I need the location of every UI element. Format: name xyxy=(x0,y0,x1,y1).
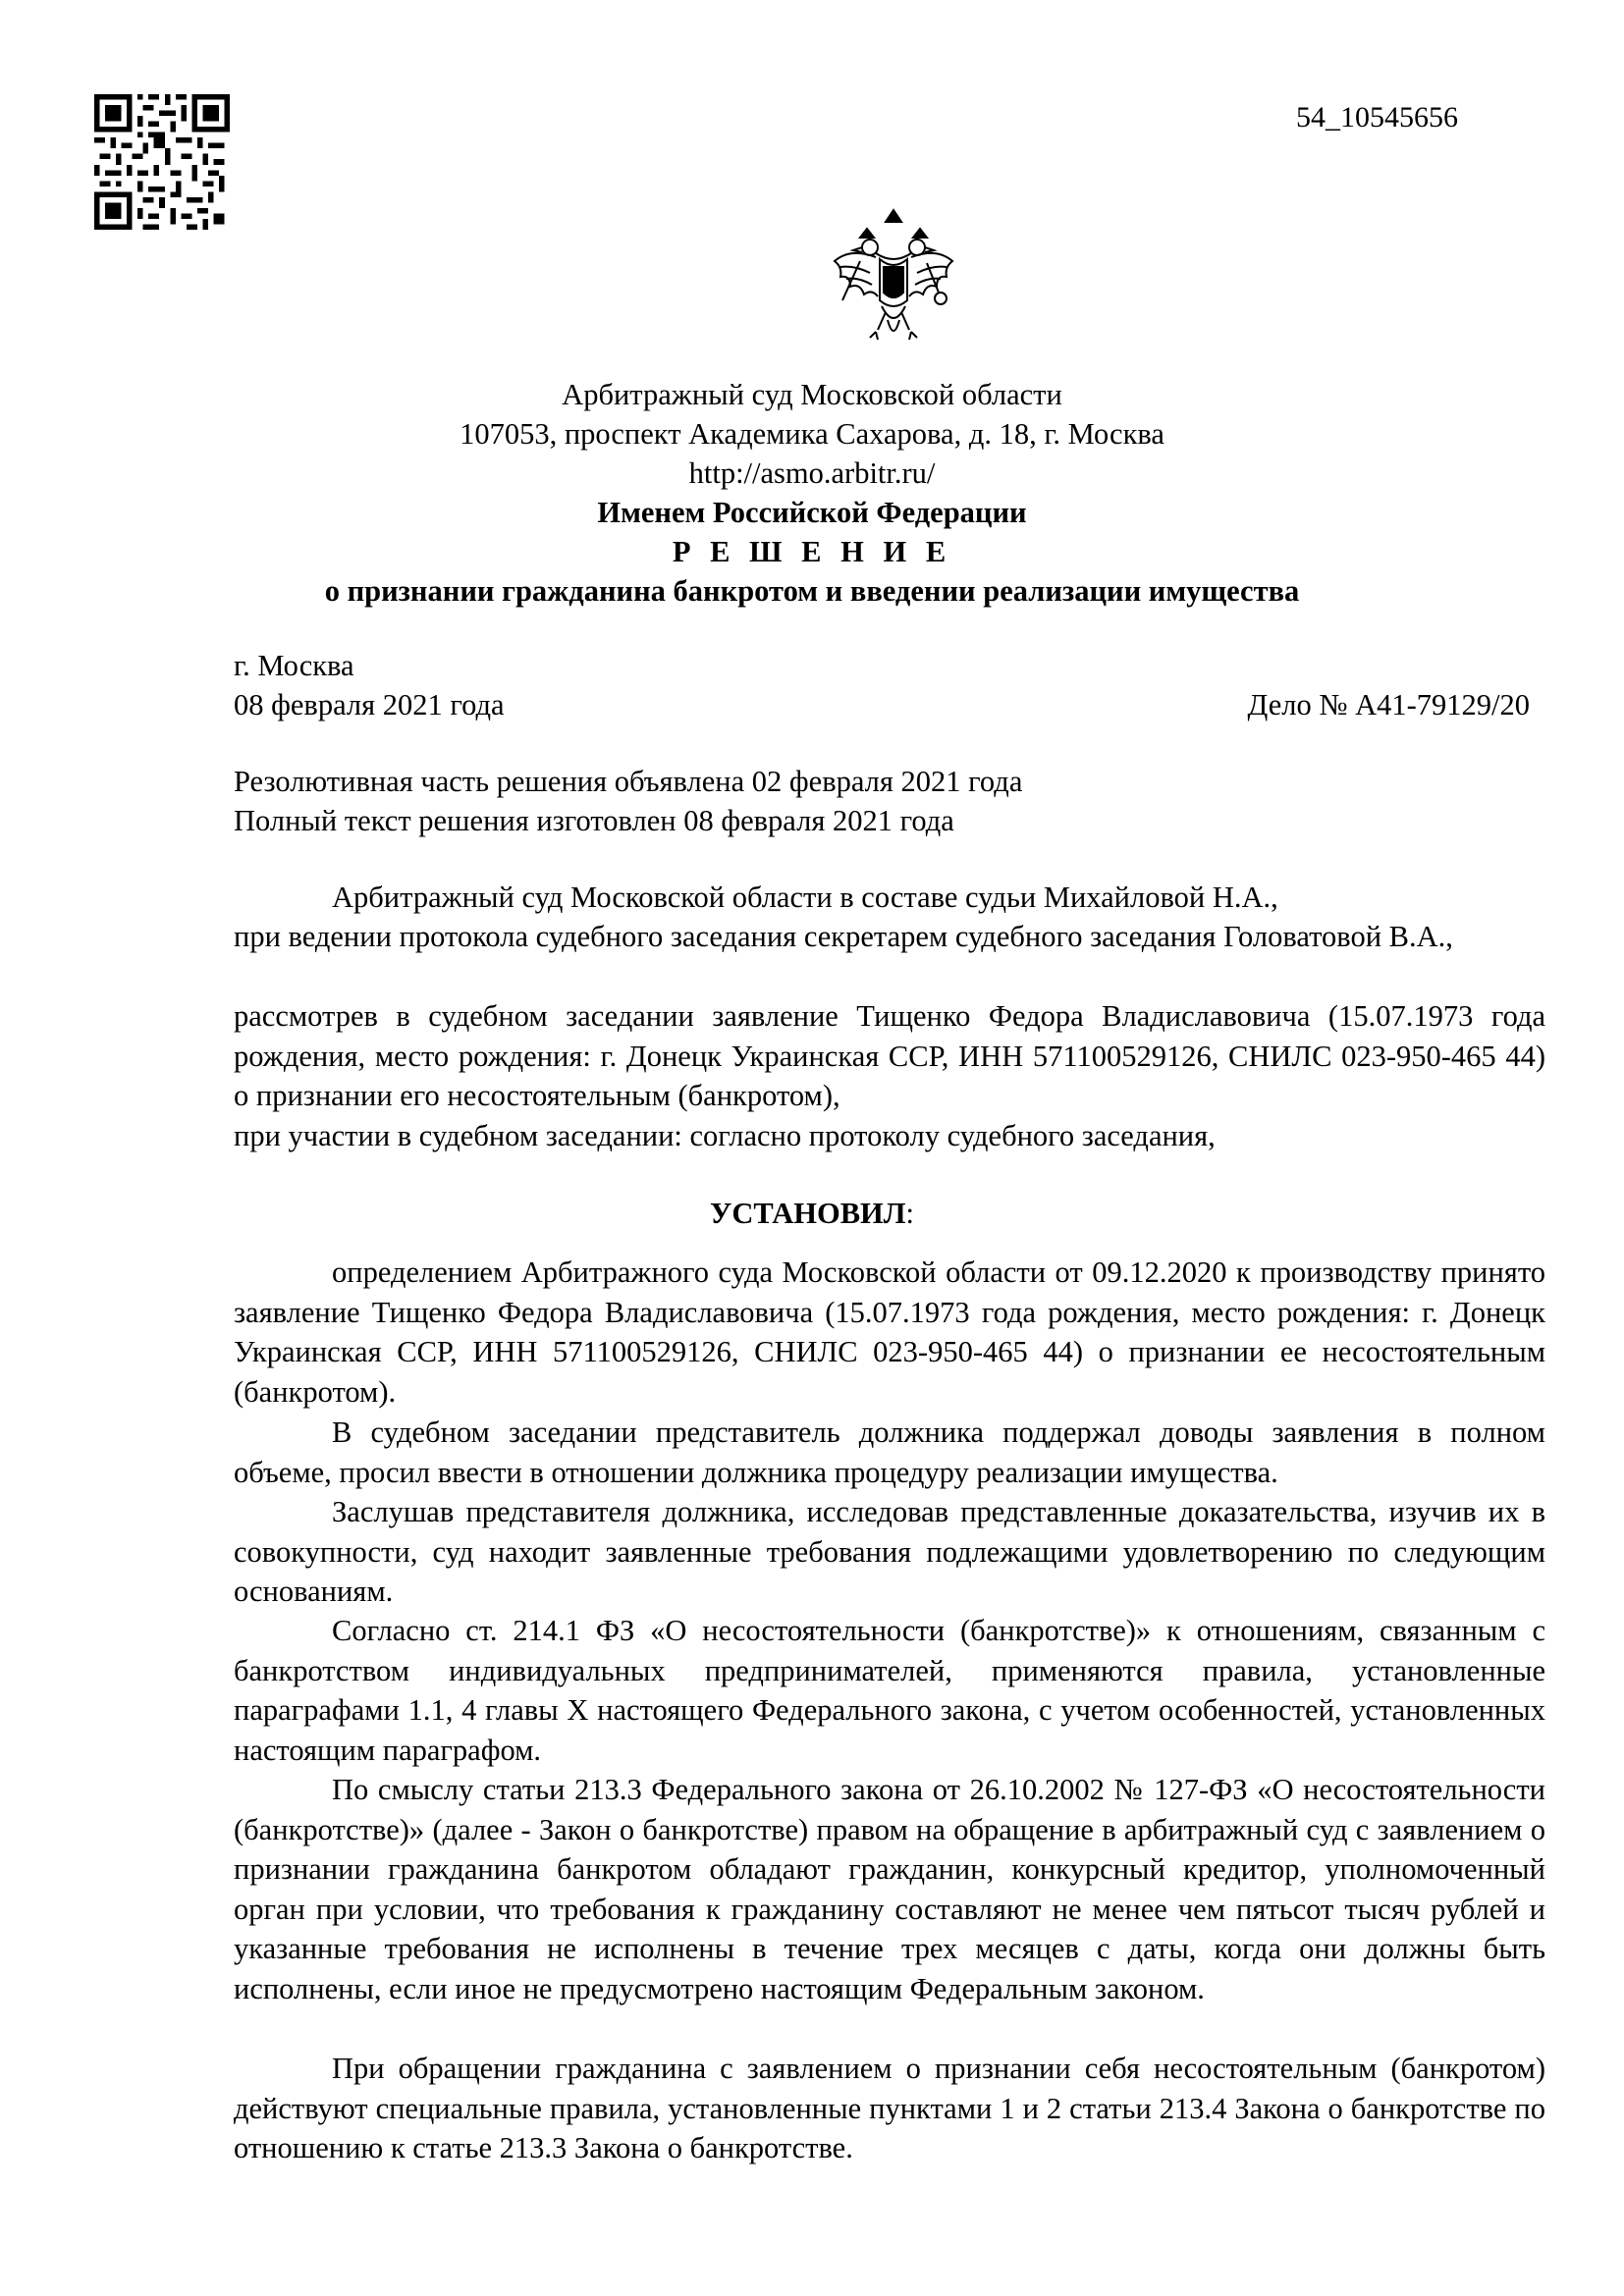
full-text-date: Полный текст решения изготовлен 08 февраля 2021 года xyxy=(234,804,954,837)
decision-title: Р Е Ш Е Н И Е xyxy=(672,535,952,568)
decision-date: 08 февраля 2021 года xyxy=(234,688,505,721)
coat-of-arms-emblem xyxy=(821,202,966,357)
court-address: 107053, проспект Академика Сахарова, д. 18, г. Москва xyxy=(460,417,1164,451)
qr-code xyxy=(94,94,230,230)
intro-line-1: Арбитражный суд Московской области в составе судьи Михайловой Н.А., xyxy=(332,881,1278,914)
body-paragraph-3: Заслушав представителя должника, исследовав представленные доказательства, изучив их в совокупности, суд находит заявленные требования подлежащими удовлетворению по следующим основаниям. xyxy=(234,1495,1545,1608)
city: г. Москва xyxy=(234,649,354,682)
body-paragraph-1: определением Арбитражного суда Московской области от 09.12.2020 к производству принято заявление Тищенко Федора Владиславовича (15.07.1973 года рождения, место рождения: г. Донецк Украинская ССР, ИНН 571100529126, СНИЛС 023-950-465 44) о признании ее несостоятельным (банкротом). xyxy=(234,1255,1545,1409)
in-name-heading: Именем Российской Федерации xyxy=(597,496,1027,529)
case-number: Дело № А41-79129/20 xyxy=(1247,688,1530,721)
body-paragraph-5: По смыслу статьи 213.3 Федерального закона от 26.10.2002 № 127-ФЗ «О несостоятельности (банкротстве)» (далее - Закон о банкротстве) правом на обращение в арбитражный суд с заявлением о признании гражданина банкротом обладают гражданин, конкурсный кредитор, уполномоченный орган при условии, что требования к гражданину составляют не менее чем пятьсот тысяч рублей и указанные требования не исполнены в течение трех месяцев с даты, когда они должны быть исполнены, если иное не предусмотрено настоящим Федеральным законом. xyxy=(234,1773,1545,2005)
section-title-text: УСТАНОВИЛ xyxy=(710,1197,906,1230)
decision-subject: о признании гражданина банкротом и введении реализации имущества xyxy=(324,574,1300,608)
document-id: 54_10545656 xyxy=(1296,101,1458,133)
section-title xyxy=(0,1194,1624,1233)
announced-date: Резолютивная часть решения объявлена 02 февраля 2021 года xyxy=(234,765,1023,798)
body-paragraph-2: В судебном заседании представитель должника поддержал доводы заявления в полном объеме, просил ввести в отношении должника процедуру реализации имущества. xyxy=(234,1415,1545,1489)
body-paragraph-6: При обращении гражданина с заявлением о признании себя несостоятельным (банкротом) действуют специальные правила, установленные пунктами 1 и 2 статьи 213.4 Закона о банкротстве по отношению к статье 213.3 Закона о банкротстве. xyxy=(234,2052,1545,2164)
intro-line-4: при участии в судебном заседании: согласно протоколу судебного заседания, xyxy=(234,1119,1216,1152)
intro-line-2: при ведении протокола судебного заседания секретарем судебного заседания Головатовой В.А., xyxy=(234,920,1453,953)
body-paragraph-4: Согласно ст. 214.1 ФЗ «О несостоятельности (банкротстве)» к отношениям, связанным с банкротством индивидуальных предпринимателей, применяются правила, установленные параграфами 1.1, 4 главы X настоящего Федерального закона, с учетом особенностей, установленных настоящим параграфом. xyxy=(234,1614,1545,1767)
section-title-colon: : xyxy=(905,1197,914,1230)
court-url[interactable]: http://asmo.arbitr.ru/ xyxy=(688,456,936,490)
intro-line-3: рассмотрев в судебном заседании заявление Тищенко Федора Владиславовича (15.07.1973 года рождения, место рождения: г. Донецк Украинская ССР, ИНН 571100529126, СНИЛС 023-950-465 44) о признании его несостоятельным (банкротом), xyxy=(234,999,1545,1112)
court-name: Арбитражный суд Московской области xyxy=(562,378,1062,411)
